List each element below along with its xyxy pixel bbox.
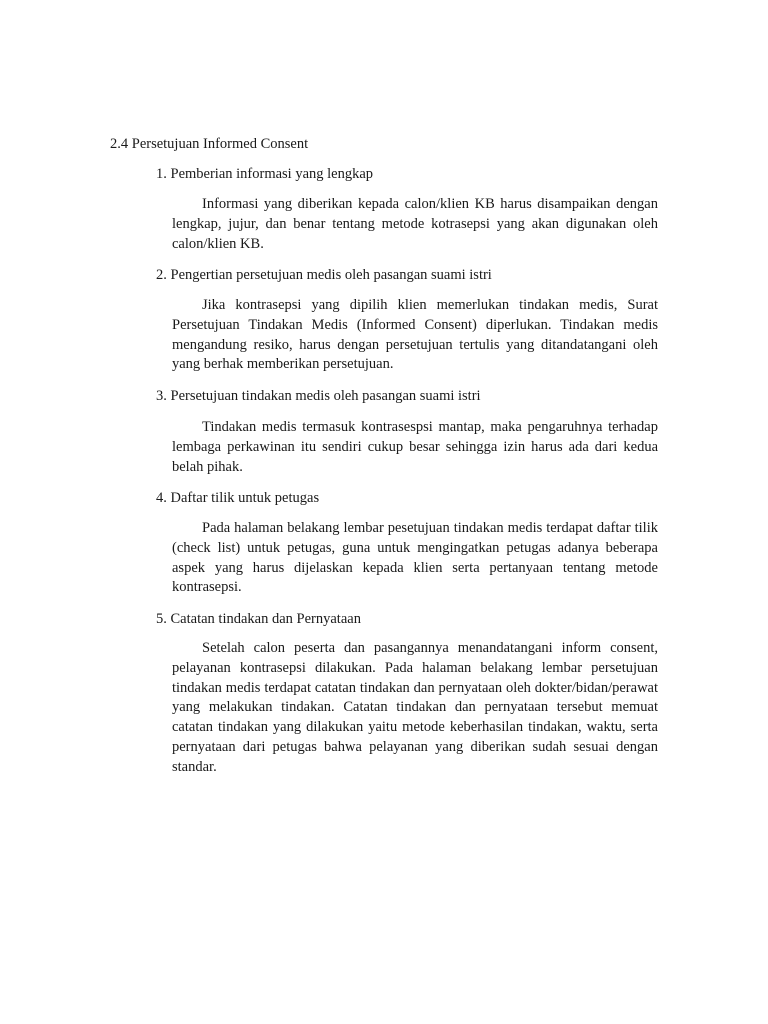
item-heading-1: 1. Pemberian informasi yang lengkap — [156, 166, 374, 182]
item-heading-4: 4. Daftar tilik untuk petugas — [156, 490, 320, 506]
item-paragraph-2: Jika kontrasepsi yang dipilih klien memerlukan tindakan medis, Surat Persetujuan Tindakan Medis (Informed Consent) diperlukan. Tindakan medis mengandung resiko, harus dengan persetujuan tertulis yang ditandatangani oleh yang berhak memberikan persetujuan. — [172, 297, 658, 373]
item-paragraph-5: Setelah calon peserta dan pasangannya menandatangani inform consent, pelayanan kontrasepsi dilakukan. Pada halaman belakang lembar persetujuan tindakan medis terdapat catatan tindakan dan pernyataan oleh dokter/bidan/perawat yang melakukan tindakan. Catatan tindakan dan pernyataan tersebut memuat catatan tindakan yang dilakukan yaitu metode keberhasilan tindakan, waktu, serta pernyataan dari petugas bahwa pelayanan yang diberikan sudah sesuai dengan standar. — [172, 640, 658, 775]
item-heading-2: 2. Pengertian persetujuan medis oleh pasangan suami istri — [156, 267, 492, 283]
item-paragraph-1: Informasi yang diberikan kepada calon/klien KB harus disampaikan dengan lengkap, jujur, dan benar tentang metode kotrasepsi yang akan digunakan oleh calon/klien KB. — [172, 196, 658, 252]
item-heading-5: 5. Catatan tindakan dan Pernyataan — [156, 611, 361, 627]
item-paragraph-4: Pada halaman belakang lembar pesetujuan tindakan medis terdapat daftar tilik (check list) untuk petugas, guna untuk mengingatkan petugas adanya beberapa aspek yang harus dijelaskan kepada klien serta pertanyaan tentang metode kontrasepsi. — [172, 520, 658, 596]
item-paragraph-3: Tindakan medis termasuk kontrasespsi mantap, maka pengaruhnya terhadap lembaga perkawinan itu sendiri cukup besar sehingga izin harus ada dari kedua belah pihak. — [172, 419, 658, 475]
item-heading-3: 3. Persetujuan tindakan medis oleh pasangan suami istri — [156, 388, 481, 404]
section-heading: 2.4 Persetujuan Informed Consent — [110, 136, 309, 152]
